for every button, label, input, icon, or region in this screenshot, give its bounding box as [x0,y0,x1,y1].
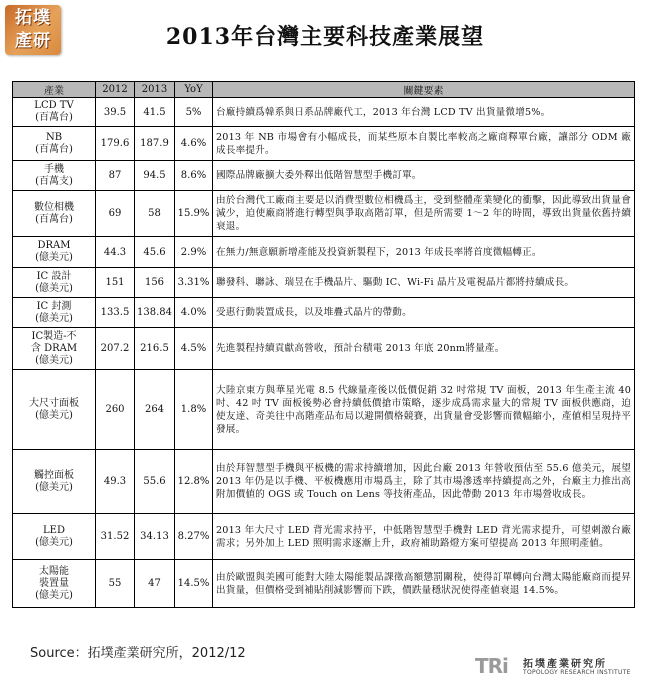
key-factor: 2013 年大尺寸 LED 背光需求持平，中低階智慧型手機對 LED 背光需求提升，可望刺激台廠需求；另外加上 LED 照明需求逐漸上升，政府補助路燈方案可望提高 2013 年照明產値。 [213,514,635,560]
value-2013: 47 [135,560,175,608]
key-factor: 國際品牌廠擴大委外釋出低階智慧型手機訂單。 [213,161,635,191]
header-yoy: YoY [175,82,213,98]
industry-cell [13,127,96,161]
industry-unit: (億美元) [35,252,73,263]
value-yoy: 12.8% [175,450,213,514]
industry-unit: (億美元) [35,409,73,421]
table-row [13,268,635,298]
industry-unit: (百萬台) [35,143,73,155]
header-industry: 產業 [13,82,96,98]
industry-unit: (億美元) [35,354,73,366]
table-row [13,191,635,237]
value-2012: 69 [96,191,135,237]
value-2013: 216.5 [135,328,175,370]
industry-cell [13,328,96,370]
industry-name: 數位相機 [34,201,74,213]
industry-table [12,81,635,608]
value-2012: 55 [96,560,135,608]
value-yoy: 4.6% [175,127,213,161]
table-header-row [13,82,635,98]
logo-top-line-1: 拓墣 [15,8,51,28]
industry-name: 太陽能 [39,565,69,577]
value-2013: 156 [135,268,175,298]
value-2013: 264 [135,370,175,450]
industry-name: LCD TV [34,100,74,111]
industry-cell [13,298,96,328]
table-row [13,127,635,161]
header-2012: 2012 [96,82,135,98]
value-2013: 187.9 [135,127,175,161]
value-2013: 58 [135,191,175,237]
tri-logo [475,655,650,681]
key-factor: 由於台灣代工廠商主要是以消費型數位相機爲主，受到整體產業變化的衝擊，因此導致出貨量會減少，迫使廠商將進行轉型與爭取高階訂單，但是所需要 1～2 年的時間，導致出貨量依舊持續衰退。 [213,191,635,237]
table-row [13,237,635,268]
industry-cell [13,370,96,450]
industry-unit: (億美元) [35,536,73,548]
value-yoy: 3.31% [175,268,213,298]
table-row [13,450,635,514]
value-2012: 133.5 [96,298,135,328]
key-factor: 大陸京東方與華星光電 8.5 代線量產後以低價促銷 32 吋常規 TV 面板，2013 年生產主流 40 吋、42 吋 TV 面板後勢必會持續低價搶市策略，逐步成爲需求量大的常規 TV 面板供應商，迫使友達、奇美往中高階產品布局以避開價格競賽，出貨量會受影響而微幅縮小，產値相呈現持平發展。 [213,370,635,450]
industry-unit: (百萬台) [35,213,73,225]
table-row [13,161,635,191]
logo-top-line-2: 產研 [15,31,51,51]
industry-unit: (百萬台) [35,112,73,123]
industry-cell [13,514,96,560]
industry-cell [13,98,96,127]
industry-name: IC 封測 [36,300,72,312]
key-factor: 台廠持續爲韓系與日系品牌廠代工，2013 年台灣 LCD TV 出貨量微增5%。 [213,98,635,127]
value-2012: 260 [96,370,135,450]
industry-unit: (百萬支) [35,175,73,187]
table-row [13,514,635,560]
tri-name-zh: 拓墣產業研究所 [523,659,607,670]
industry-unit: (億美元) [35,481,73,493]
header-2013: 2013 [135,82,175,98]
key-factor: 先進製程持續貢獻高營收，預計台積電 2013 年底 20nm將量產。 [213,328,635,370]
value-2012: 87 [96,161,135,191]
value-2013: 34.13 [135,514,175,560]
industry-cell [13,191,96,237]
value-yoy: 8.6% [175,161,213,191]
value-yoy: 8.27% [175,514,213,560]
industry-unit: (億美元) [35,282,73,294]
industry-unit: (億美元) [35,589,73,601]
industry-unit: (億美元) [35,312,73,324]
industry-cell [13,450,96,514]
industry-name: IC 設計 [36,270,72,282]
value-yoy: 2.9% [175,237,213,268]
page-title: 2013年台灣主要科技產業展望 [165,24,485,50]
value-2013: 94.5 [135,161,175,191]
key-factor: 受惠行動裝置成長，以及堆疊式晶片的帶動。 [213,298,635,328]
industry-name-cont: 裝置量 [39,577,69,589]
table-row [13,328,635,370]
industry-name: 大尺寸面板 [29,397,79,409]
industry-cell [13,268,96,298]
key-factor: 由於拜智慧型手機與平板機的需求持續增加，因此台廠 2013 年營收預估至 55.6 億美元，展望 2013 年仍是以手機、平板機應用市場爲主，除了其市場滲透率持續提高之外，台廠主力推出高附加價値的 OGS 或 Touch on Lens 等技術產品，因此帶動 2013 年市場營收成長。 [213,450,635,514]
table-row [13,298,635,328]
value-yoy: 4.5% [175,328,213,370]
industry-cell [13,237,96,268]
value-yoy: 4.0% [175,298,213,328]
value-yoy: 15.9% [175,191,213,237]
table-row [13,560,635,608]
tri-name-en: TOPOLOGY RESEARCH INSTITUTE [523,669,631,676]
value-yoy: 14.5% [175,560,213,608]
value-2012: 179.6 [96,127,135,161]
industry-name: DRAM [37,240,71,251]
key-factor: 由於歐盟與美國可能對大陸太陽能製品課徵高額懲罰關稅，使得訂單轉向台灣太陽能廠商而提昇出貨量，但價格受到補貼削減影響而下跌，價跌量穩狀況使得產値衰退 14.5%。 [213,560,635,608]
value-2012: 207.2 [96,328,135,370]
value-2012: 44.3 [96,237,135,268]
value-yoy: 5% [175,98,213,127]
industry-cell [13,161,96,191]
tri-mark [475,655,508,677]
table-row [13,370,635,450]
value-2013: 45.6 [135,237,175,268]
value-2013: 55.6 [135,450,175,514]
key-factor: 在無力/無意願新增產能及投資新製程下，2013 年成長率將首度微幅轉正。 [213,237,635,268]
industry-name: NB [45,131,63,143]
industry-name: IC製造-不 [31,330,77,342]
key-factor: 2013 年 NB 市場會有小幅成長，而某些原本自製比率較高之廠商釋單台廠，讓部分 ODM 廠成長率提升。 [213,127,635,161]
value-yoy: 1.8% [175,370,213,450]
industry-cell [13,560,96,608]
source-note: Source：拓墣產業研究所，2012/12 [30,646,246,661]
value-2012: 39.5 [96,98,135,127]
header-key-factors: 關鍵要素 [213,82,635,98]
industry-name: 觸控面板 [34,469,74,481]
value-2013: 41.5 [135,98,175,127]
key-factor: 聯發科、聯詠、瑞昱在手機晶片、驅動 IC、Wi-Fi 晶片及電視晶片都將持續成長。 [213,268,635,298]
industry-name: 手機 [44,163,64,175]
value-2013: 138.84 [135,298,175,328]
value-2012: 151 [96,268,135,298]
industry-name: LED [43,524,65,536]
tri-mark-text: TRi [475,654,508,678]
industry-name-cont: 含 DRAM [30,342,78,354]
value-2012: 49.3 [96,450,135,514]
table-row [13,98,635,127]
value-2012: 31.52 [96,514,135,560]
